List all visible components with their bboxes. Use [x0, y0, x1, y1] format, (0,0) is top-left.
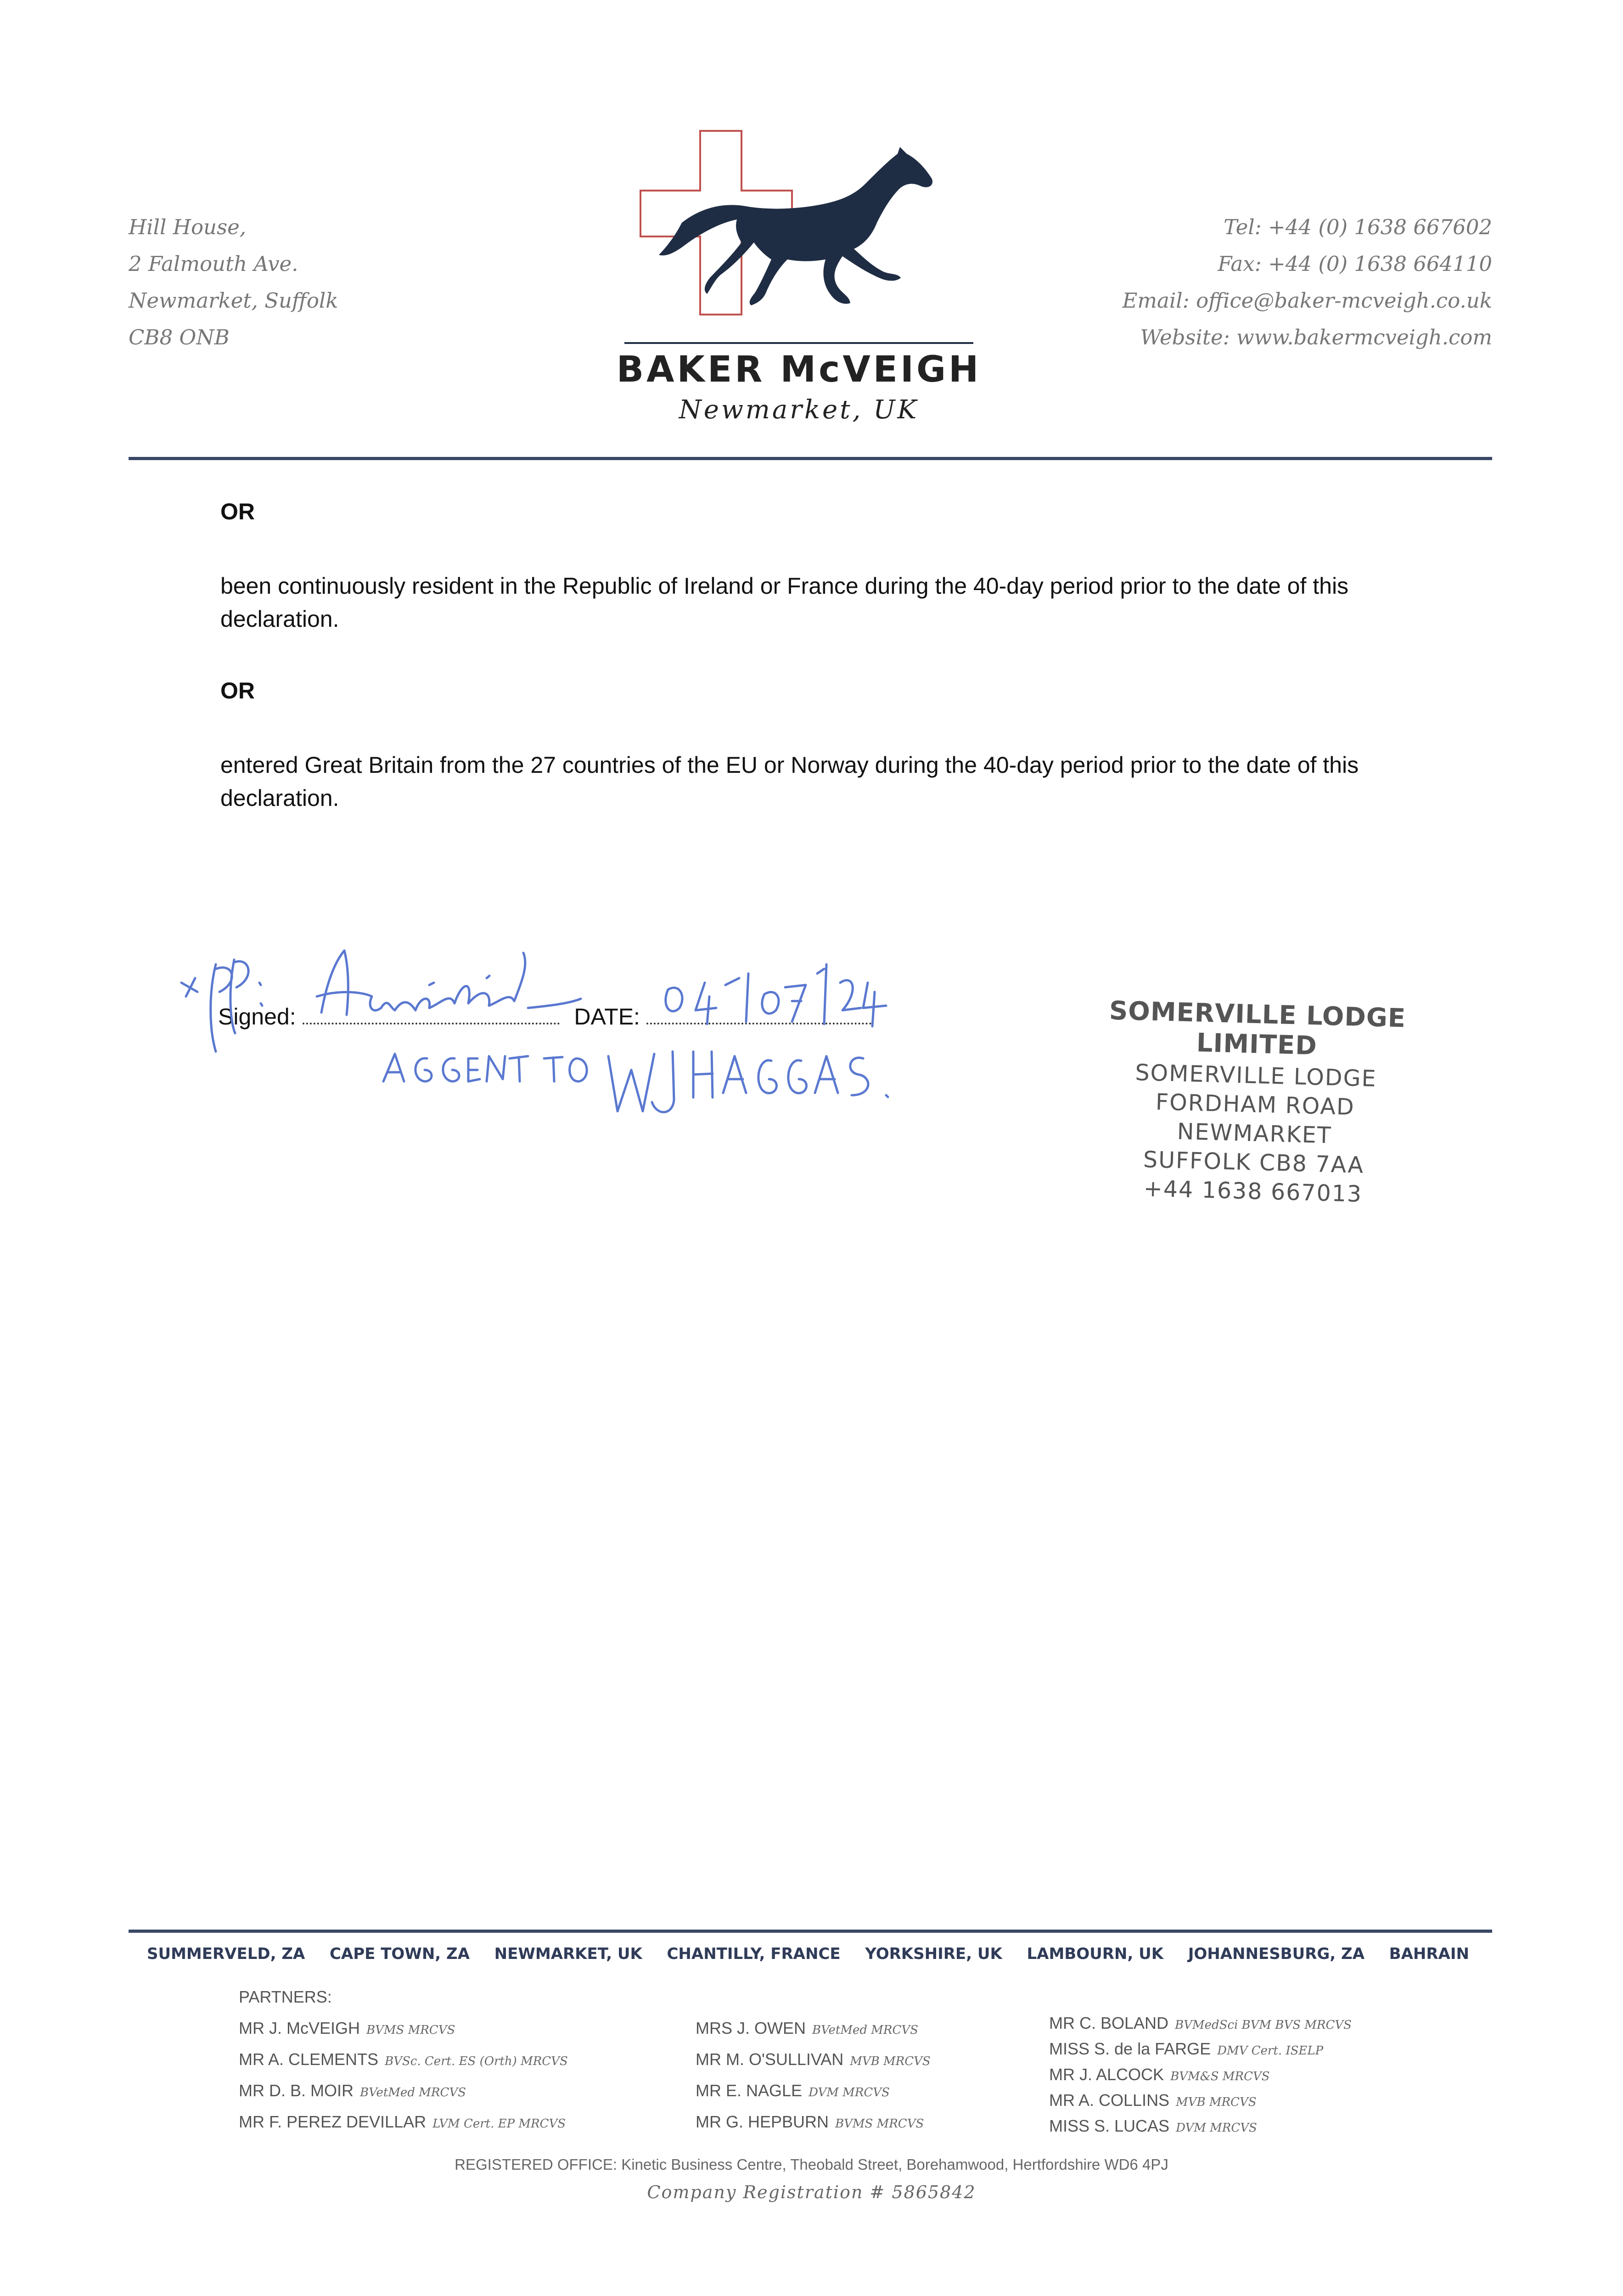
partner-entry: [1049, 2037, 1352, 2063]
stamp-company-name: SOMERVILLE LODGE LIMITED: [1109, 996, 1406, 1061]
partner-entry: [239, 2014, 568, 2045]
partner-name: MRS J. OWEN: [696, 2019, 806, 2037]
declaration-paragraph: entered Great Britain from the 27 countries of the EU or Norway during the 40-day period prior to the date of this declaration.: [220, 752, 1359, 811]
stamp-line: NEWMARKET: [1177, 1118, 1332, 1149]
contact-tel: Tel: +44 (0) 1638 667602: [1224, 215, 1492, 239]
address-line: 2 Falmouth Ave.: [129, 252, 298, 276]
handwritten-agent-note-strokes: [383, 1052, 888, 1112]
partner-name: MR J. ALCOCK: [1049, 2065, 1164, 2084]
partners-column: [239, 2014, 568, 2138]
office-location: CAPE TOWN, ZA: [329, 1945, 470, 1963]
partner-quals: BVMS MRCVS: [835, 2117, 924, 2131]
office-location: BAHRAIN: [1389, 1945, 1469, 1963]
stamp-line: SUFFOLK CB8 7AA: [1143, 1146, 1365, 1179]
declaration-paragraph: been continuously resident in the Republic of Ireland or France during the 40-day period prior to the date of this declaration.: [220, 573, 1349, 632]
partner-entry: [696, 2107, 931, 2138]
partner-entry: [239, 2076, 568, 2107]
partner-quals: LVM Cert. EP MRCVS: [432, 2117, 566, 2131]
contact-email: Email: office@baker-mcveigh.co.uk: [1122, 288, 1492, 313]
partner-quals: BVM&S MRCVS: [1170, 2070, 1270, 2083]
partner-entry: [239, 2107, 568, 2138]
partner-quals: BVetMed MRCVS: [812, 2023, 918, 2037]
partner-quals: MVB MRCVS: [850, 2054, 931, 2068]
partner-name: MISS S. de la FARGE: [1049, 2039, 1211, 2058]
letterhead-address: [129, 209, 338, 356]
registered-office: REGISTERED OFFICE: Kinetic Business Centre, Theobald Street, Borehamwood, Hertfordshire WD6 4PJ: [455, 2156, 1168, 2173]
red-cross-horse-logo-icon: [634, 129, 973, 326]
partner-entry: [1049, 2063, 1352, 2088]
letterhead-contact: [1122, 209, 1492, 356]
address-line: Newmarket, Suffolk: [129, 288, 338, 313]
office-location: LAMBOURN, UK: [1027, 1945, 1164, 1963]
partner-name: MR D. B. MOIR: [239, 2081, 354, 2100]
partner-name: MR A. COLLINS: [1049, 2091, 1170, 2110]
partner-name: MR J. McVEIGH: [239, 2019, 360, 2037]
partner-entry: [1049, 2088, 1352, 2114]
partner-entry: [696, 2076, 931, 2107]
company-name: BAKER McVEIGH: [616, 349, 982, 390]
contact-website: Website: www.bakermcveigh.com: [1140, 325, 1492, 349]
signature-dotted-field: [303, 1007, 560, 1024]
partner-quals: DVM MRCVS: [1176, 2121, 1257, 2135]
stamp-line: FORDHAM ROAD: [1155, 1089, 1355, 1120]
logo-underline: [624, 342, 973, 344]
partner-name: MR A. CLEMENTS: [239, 2050, 379, 2069]
partner-name: MR G. HEPBURN: [696, 2112, 829, 2131]
company-stamp: [1041, 994, 1469, 1211]
address-line: Hill House,: [129, 215, 247, 239]
partner-entry: [696, 2045, 931, 2076]
partner-name: MISS S. LUCAS: [1049, 2116, 1170, 2135]
office-location: SUMMERVELD, ZA: [147, 1945, 305, 1963]
footer-divider: [129, 1930, 1492, 1933]
date-dotted-field: [646, 1007, 871, 1024]
signed-label: Signed:: [218, 1004, 296, 1030]
handwritten-plus-mark: [181, 978, 197, 996]
partner-name: MR M. O'SULLIVAN: [696, 2050, 844, 2069]
office-locations: [147, 1945, 1469, 1963]
partner-entry: [1049, 2011, 1352, 2037]
office-location: YORKSHIRE, UK: [865, 1945, 1002, 1963]
partner-quals: DVM MRCVS: [809, 2086, 890, 2099]
stamp-line: SOMERVILLE LODGE: [1134, 1059, 1377, 1092]
partner-quals: BVMedSci BVM BVS MRCVS: [1175, 2018, 1352, 2032]
partner-entry: [239, 2045, 568, 2076]
stamp-line: +44 1638 667013: [1143, 1175, 1363, 1208]
partners-column: [696, 2014, 931, 2138]
partner-entry: [696, 2014, 931, 2045]
partner-quals: DMV Cert. ISELP: [1217, 2044, 1324, 2058]
contact-fax: Fax: +44 (0) 1638 664110: [1218, 252, 1492, 276]
or-heading: OR: [220, 678, 255, 703]
partner-quals: MVB MRCVS: [1176, 2095, 1257, 2109]
partner-entry: [1049, 2114, 1352, 2140]
or-heading: OR: [220, 499, 255, 524]
header-divider: [129, 457, 1492, 460]
partner-quals: BVMS MRCVS: [366, 2023, 455, 2037]
office-location: CHANTILLY, FRANCE: [667, 1945, 841, 1963]
signature-line: [218, 1003, 871, 1030]
partner-quals: BVetMed MRCVS: [360, 2086, 466, 2099]
partners-column: [1049, 2011, 1352, 2140]
partner-name: MR E. NAGLE: [696, 2081, 803, 2100]
date-label: DATE:: [574, 1004, 640, 1030]
partners-heading: PARTNERS:: [239, 1987, 332, 2006]
address-line: CB8 ONB: [129, 325, 230, 349]
partner-name: MR C. BOLAND: [1049, 2014, 1169, 2032]
office-location: JOHANNESBURG, ZA: [1188, 1945, 1365, 1963]
partner-quals: BVSc. Cert. ES (Orth) MRCVS: [385, 2054, 568, 2068]
office-location: NEWMARKET, UK: [494, 1945, 642, 1963]
company-registration: Company Registration # 5865842: [647, 2182, 976, 2202]
company-location: Newmarket, UK: [679, 395, 919, 425]
partner-name: MR F. PEREZ DEVILLAR: [239, 2112, 427, 2131]
